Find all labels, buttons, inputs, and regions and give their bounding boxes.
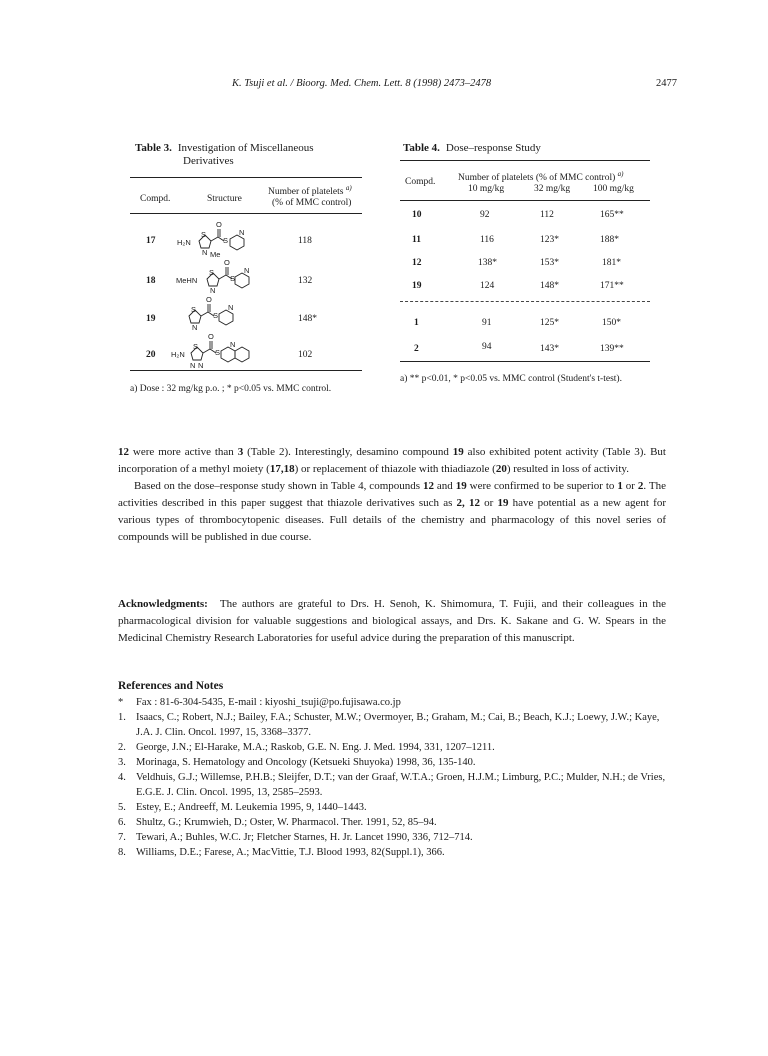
- struct20-s2: S: [215, 348, 221, 357]
- body-text: [118, 444, 666, 546]
- struct17-s1: S: [201, 230, 207, 239]
- table3-top-rule: [130, 177, 362, 178]
- struct17-o: O: [216, 220, 222, 229]
- struct18-mehn: MeHN: [176, 276, 198, 285]
- reference-item: [118, 800, 666, 815]
- reference-number: 8.: [118, 847, 126, 858]
- table3-col-structure: Structure: [207, 194, 242, 204]
- struct17-h2n: H₂N: [177, 238, 191, 247]
- table4-dashed-divider: [400, 301, 650, 302]
- struct20-h2n: H₂N: [171, 350, 185, 359]
- table4-row-11-v2: 123*: [540, 235, 559, 245]
- table4-bottom-rule: [400, 361, 650, 362]
- ack-heading: Acknowledgments:: [118, 598, 208, 610]
- ack-text: The authors are grateful to Drs. H. Senoh, K. Shimomura, T. Fujii, and their colleagues in the pharmacological division for valuable suggestions and biological assays, and Drs. K. Sakane and G. W. Spears in the Medicinal Chemistry Research Laboratories for useful advice during the preparation of this manuscript.: [118, 598, 666, 644]
- table4-row-12-v2: 153*: [540, 258, 559, 268]
- table4-row-11-v3: 188*: [600, 235, 619, 245]
- table4-col-compd: Compd.: [405, 177, 436, 187]
- struct19-s2: S: [213, 311, 219, 320]
- table4-row-1-compd: 1: [414, 318, 419, 328]
- reference-item: [118, 695, 666, 710]
- table3-footnote: a) Dose : 32 mg/kg p.o. ; * p<0.05 vs. MMC control.: [130, 384, 332, 394]
- struct17-me: Me: [210, 250, 221, 259]
- struct19-o: O: [206, 295, 212, 304]
- table4-col-group: Number of platelets (% of MMC control) $^{a)}$: [458, 170, 624, 184]
- table4-row-12-v1: 138*: [478, 258, 497, 268]
- reference-text: Morinaga, S. Hematology and Oncology (Ketsueki Shuyoka) 1998, 36, 135-140.: [136, 757, 476, 768]
- body-paragraph-2: Based on the dose–response study shown in Table 4, compounds 12 and 19 were confirmed to be superior to 1 or 2. The activities described in this paper suggest that thiazole derivatives such as 2, 12 or 19 have potential as a new agent for various types of thrombocytopenic diseases. Full details of the chemistry and pharmacology of this novel series of compounds will be published in due course.: [118, 480, 666, 543]
- struct17-n2: N: [239, 228, 245, 237]
- table4-dose-10: 10 mg/kg: [468, 184, 505, 194]
- reference-item: [118, 830, 666, 845]
- struct17-s2: S: [223, 236, 229, 245]
- reference-list: [118, 695, 666, 860]
- table3-title-line1: Investigation of Miscellaneous: [177, 142, 314, 154]
- reference-item: [118, 755, 666, 770]
- struct19-s1: S: [191, 305, 197, 314]
- table4-dose-32: 32 mg/kg: [534, 184, 571, 194]
- table4-row-11-compd: 11: [412, 235, 421, 245]
- table4-title-text: Dose–response Study: [445, 142, 541, 154]
- struct19-n1: N: [192, 323, 198, 332]
- running-header: K. Tsuji et al. / Bioorg. Med. Chem. Lett. 8 (1998) 2473–2478: [232, 78, 492, 89]
- reference-number: 7.: [118, 832, 126, 843]
- reference-number: 2.: [118, 742, 126, 753]
- reference-text: Shultz, G.; Krumwieh, D.; Oster, W. Pharmacol. Ther. 1991, 52, 85–94.: [136, 817, 437, 828]
- table3-label: Table 3.: [135, 142, 172, 154]
- reference-text: George, J.N.; El-Harake, M.A.; Raskob, G.E. N. Eng. J. Med. 1994, 331, 1207–1211.: [136, 742, 495, 753]
- reference-number: 1.: [118, 712, 126, 723]
- reference-item: [118, 815, 666, 830]
- reference-item: [118, 710, 666, 740]
- table4-row-1-v1: 91: [482, 318, 492, 328]
- struct20-o: O: [208, 332, 214, 341]
- struct20-n1: N: [190, 361, 196, 370]
- table4-row-2-v3: 139**: [600, 344, 624, 354]
- table4-row-10-compd: 10: [412, 210, 422, 220]
- table4-row-2-v2: 143*: [540, 344, 559, 354]
- table4-dose-100: 100 mg/kg: [593, 184, 634, 194]
- table4-top-rule: [400, 160, 650, 161]
- table4-row-19-v2: 148*: [540, 281, 559, 291]
- table3-row-18-value: 132: [298, 276, 313, 286]
- body-paragraph-1: 12 were more active than 3 (Table 2). Interestingly, desamino compound 19 also exhibited potent activity (Table 3). But incorporation of a methyl moiety (17,18) or replacement of thiazole with thiadiazole (20) resulted in loss of activity.: [118, 446, 666, 475]
- struct20-n3: N: [230, 340, 236, 349]
- reference-number: *: [118, 697, 124, 708]
- table3-row-19-value: 148*: [298, 314, 317, 324]
- struct18-s1: S: [209, 268, 215, 277]
- table3-title: [135, 142, 314, 168]
- table4-row-10-v3: 165**: [600, 210, 624, 220]
- reference-item: [118, 845, 666, 860]
- struct17-n1: N: [202, 248, 208, 257]
- table4-row-10-v1: 92: [480, 210, 490, 220]
- table4-row-12-compd: 12: [412, 258, 422, 268]
- table3-col-platelets-l2: (% of MMC control): [272, 198, 352, 208]
- reference-text: Williams, D.E.; Farese, A.; MacVittie, T.J. Blood 1993, 82(Suppl.1), 366.: [136, 847, 445, 858]
- table4-row-2-v1: 94: [482, 342, 492, 352]
- page-number: 2477: [656, 78, 677, 89]
- table4-footnote: a) ** p<0.01, * p<0.05 vs. MMC control (Student's t-test).: [400, 374, 622, 384]
- reference-text: Veldhuis, G.J.; Willemse, P.H.B.; Sleijfer, D.T.; van der Graaf, W.T.A.; Groen, H.J.M.; Limburg, P.C.; Mulder, N.H.; de Vries, E.G.E. J. Clin. Oncol. 1995, 13, 2585–2593.: [136, 772, 666, 798]
- reference-item: [118, 770, 666, 800]
- table3-structures: [171, 215, 265, 375]
- table3-col-platelets-l1: Number of platelets $^{a)}$: [268, 184, 352, 198]
- table4-title: [403, 142, 541, 154]
- table4-row-1-v3: 150*: [602, 318, 621, 328]
- reference-number: 5.: [118, 802, 126, 813]
- table4-head-rule: [400, 200, 650, 201]
- struct18-o: O: [224, 258, 230, 267]
- table4-label: Table 4.: [403, 142, 440, 154]
- table3-row-20-value: 102: [298, 350, 313, 360]
- table4-row-2-compd: 2: [414, 344, 419, 354]
- table3-row-18-compd: 18: [146, 276, 156, 286]
- struct18-s2: S: [230, 274, 236, 283]
- struct18-n1: N: [210, 286, 216, 295]
- reference-number: 3.: [118, 757, 126, 768]
- reference-number: 6.: [118, 817, 126, 828]
- struct20-s1: S: [193, 342, 199, 351]
- table4-row-12-v3: 181*: [602, 258, 621, 268]
- references: [118, 679, 666, 860]
- table3-row-20-compd: 20: [146, 350, 156, 360]
- reference-text: Estey, E.; Andreeff, M. Leukemia 1995, 9, 1440–1443.: [136, 802, 367, 813]
- table4-row-19-v3: 171**: [600, 281, 624, 291]
- table3-col-compd: Compd.: [140, 194, 171, 204]
- table4-row-19-v1: 124: [480, 281, 495, 291]
- table3-title-line2: Derivatives: [183, 155, 234, 167]
- struct20-n2: N: [198, 361, 204, 370]
- table3-bottom-rule: [130, 370, 362, 371]
- table4-row-11-v1: 116: [480, 235, 494, 245]
- acknowledgments: [118, 596, 666, 647]
- reference-text: Tewari, A.; Buhles, W.C. Jr; Fletcher Starnes, H. Jr. Lancet 1990, 336, 712–714.: [136, 832, 473, 843]
- table4-row-1-v2: 125*: [540, 318, 559, 328]
- struct18-n2: N: [244, 266, 250, 275]
- reference-text: Fax : 81-6-304-5435, E-mail : kiyoshi_tsuji@po.fujisawa.co.jp: [136, 697, 401, 708]
- struct19-n2: N: [228, 303, 234, 312]
- table4-row-19-compd: 19: [412, 281, 422, 291]
- table3-head-rule: [130, 213, 362, 214]
- reference-number: 4.: [118, 772, 126, 783]
- reference-item: [118, 740, 666, 755]
- table4-row-10-v2: 112: [540, 210, 554, 220]
- table3-row-17-value: 118: [298, 236, 312, 246]
- reference-text: Isaacs, C.; Robert, N.J.; Bailey, F.A.; Schuster, M.W.; Overmoyer, B.; Graham, M.; Cai, B.; Beach, K.J.; Loewy, J.W.; Kaye, J.A. J. Clin. Oncol. 1997, 15, 3368–3377.: [136, 712, 660, 738]
- references-heading: References and Notes: [118, 680, 224, 692]
- table3-row-17-compd: 17: [146, 236, 156, 246]
- table3-row-19-compd: 19: [146, 314, 156, 324]
